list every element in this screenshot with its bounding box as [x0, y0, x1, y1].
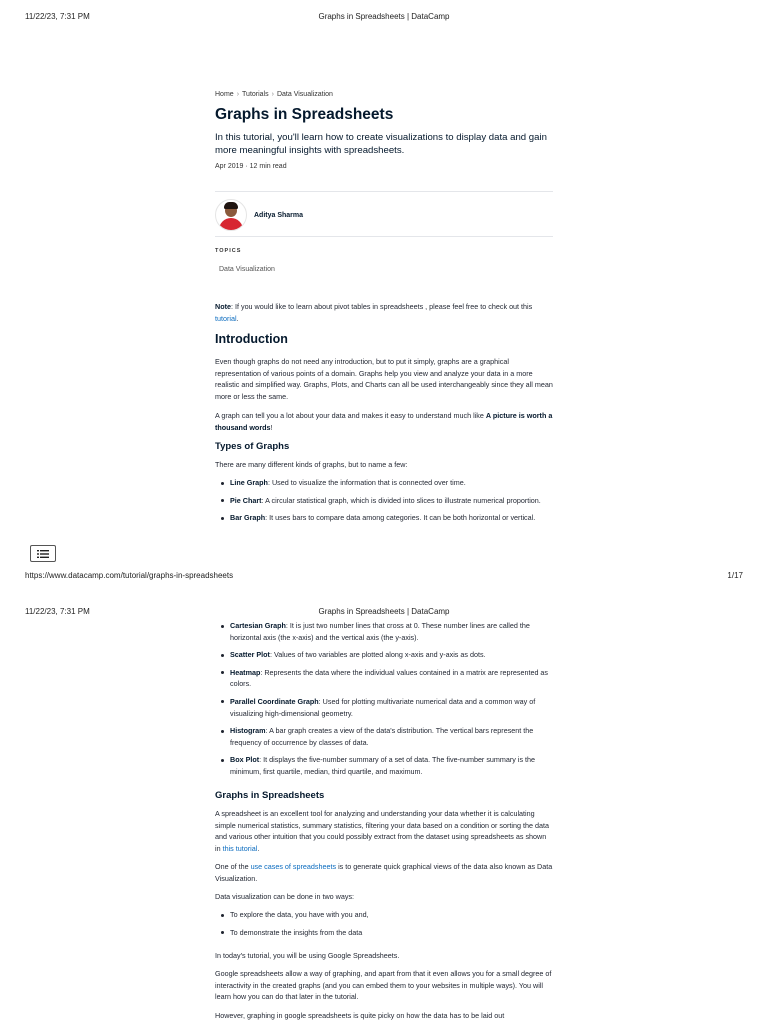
- graph-types-list-continued: [215, 620, 553, 778]
- divider: [215, 236, 553, 237]
- breadcrumb-separator: ›: [236, 91, 240, 98]
- breadcrumb: [215, 91, 553, 98]
- intro-paragraph-2: A graph can tell you a lot about your data and makes it easy to understand much like A picture is worth a thousand words!: [215, 411, 553, 432]
- note-text: : If you would like to learn about pivot tables in spreadsheets , please feel free to check out this: [230, 302, 533, 311]
- print-date: 11/22/23, 7:31 PM: [25, 607, 90, 616]
- breadcrumb-home[interactable]: Home: [215, 91, 234, 98]
- print-footer: [0, 571, 768, 585]
- tutorial-link[interactable]: tutorial: [215, 313, 237, 323]
- article-header: [215, 91, 553, 170]
- article-lead: In this tutorial, you'll learn how to create visualizations to display data and gain more meaningful insights with spreadsheets.: [215, 132, 547, 156]
- spreadsheets-paragraph-5: Google spreadsheets allow a way of graphing, and apart from that it even allows you for a small degree of interactivity in the created graphs (and you can embed them to your websites in multiple ways). You will learn how you can do that later in the tutorial.: [215, 969, 552, 1002]
- list-item: Histogram: A bar graph creates a view of the data's distribution. The vertical bars represent the frequency of occurrence by classes of data.: [215, 725, 553, 748]
- list-item: Bar Graph: It uses bars to compare data among categories. It can be both horizontal or vertical.: [215, 512, 553, 524]
- list-item: To demonstrate the insights from the data: [215, 927, 553, 939]
- topics-label: TOPICS: [215, 248, 242, 254]
- author-avatar[interactable]: [215, 199, 247, 231]
- spreadsheets-paragraph-2: One of the use cases of spreadsheets is to generate quick graphical views of the data also known as Data Visualization.: [215, 862, 553, 883]
- list-item: Heatmap: Represents the data where the individual values contained in a matrix are represented as colors.: [215, 667, 553, 690]
- table-of-contents-button[interactable]: [30, 545, 56, 562]
- breadcrumb-tutorials[interactable]: Tutorials: [242, 91, 269, 98]
- list-item: Parallel Coordinate Graph: Used for plotting multivariate numerical data and a common way of visualizing high-dimensional geometry.: [215, 696, 553, 719]
- breadcrumb-separator: ›: [271, 91, 274, 98]
- spreadsheets-paragraph-3: Data visualization can be done in two ways:: [215, 892, 355, 901]
- list-item: Box Plot: It displays the five-number summary of a set of data. The five-number summary is the minimum, first quartile, median, third quartile, and maximum.: [215, 754, 553, 777]
- divider: [215, 191, 553, 192]
- topic-tag[interactable]: Data Visualization: [219, 266, 275, 273]
- print-page-number: 1/17: [727, 571, 743, 580]
- this-tutorial-link[interactable]: this tutorial: [222, 843, 258, 853]
- types-of-graphs-heading: Types of Graphs: [215, 441, 290, 452]
- introduction-heading: Introduction: [215, 332, 288, 346]
- author-row: [215, 196, 553, 234]
- list-item: Pie Chart: A circular statistical graph, which is divided into slices to illustrate numerical proportion.: [215, 495, 553, 507]
- note-label: Note: [215, 302, 231, 311]
- list-item: Scatter Plot: Values of two variables are plotted along x-axis and y-axis as dots.: [215, 649, 553, 661]
- spreadsheets-paragraph-4: In today's tutorial, you will be using Google Spreadsheets.: [215, 951, 400, 960]
- spreadsheets-paragraph-6: However, graphing in google spreadsheets is quite picky on how the data has to be laid out: [215, 1011, 505, 1020]
- intro-paragraph-1: Even though graphs do not need any introduction, but to put it simply, graphs are a graphical representation of various points of a domain. Graphs help you view and analyze your data in a more realistic and simplified way. Graphs, Plots, and Charts can all be used interchangeably since they all mean more or less the same.: [215, 357, 553, 401]
- breadcrumb-data-visualization[interactable]: Data Visualization: [276, 91, 333, 98]
- print-url: https://www.datacamp.com/tutorial/graphs-in-spreadsheets: [25, 571, 234, 580]
- visualization-ways-list: [215, 909, 553, 938]
- graph-types-list: [215, 477, 553, 524]
- page-title: Graphs in Spreadsheets: [215, 106, 394, 123]
- list-icon: [37, 550, 49, 558]
- graphs-in-spreadsheets-heading: Graphs in Spreadsheets: [215, 790, 325, 801]
- print-date: 11/22/23, 7:31 PM: [25, 12, 90, 21]
- article-meta: Apr 2019 · 12 min read: [215, 163, 287, 170]
- list-item: To explore the data, you have with you and,: [215, 909, 553, 921]
- types-intro: There are many different kinds of graphs, but to name a few:: [215, 460, 408, 469]
- use-cases-link[interactable]: use cases of spreadsheets: [250, 862, 337, 871]
- print-doc-title: Graphs in Spreadsheets | DataCamp: [318, 12, 450, 21]
- topics-section: [215, 248, 553, 273]
- author-name[interactable]: Aditya Sharma: [254, 211, 304, 219]
- note-paragraph: Note: If you would like to learn about pivot tables in spreadsheets , please feel free to check out this tutorial.: [215, 302, 533, 323]
- print-doc-title: Graphs in Spreadsheets | DataCamp: [318, 607, 450, 616]
- print-header: [0, 12, 768, 26]
- spreadsheets-paragraph-1: A spreadsheet is an excellent tool for analyzing and understanding your data whether it is calculating simple numerical statistics, summary statistics, filtering your data based on a condition or sorting the data and various other intuition that you could possibly extract from the dataset using spreadsheets as shown in this tutorial.: [215, 809, 549, 853]
- print-header: [0, 607, 768, 621]
- list-item: Line Graph: Used to visualize the information that is connected over time.: [215, 477, 553, 489]
- list-item: Cartesian Graph: It is just two number lines that cross at 0. These number lines are called the horizontal axis (the x-axis) and the vertical axis (the y-axis).: [215, 620, 553, 643]
